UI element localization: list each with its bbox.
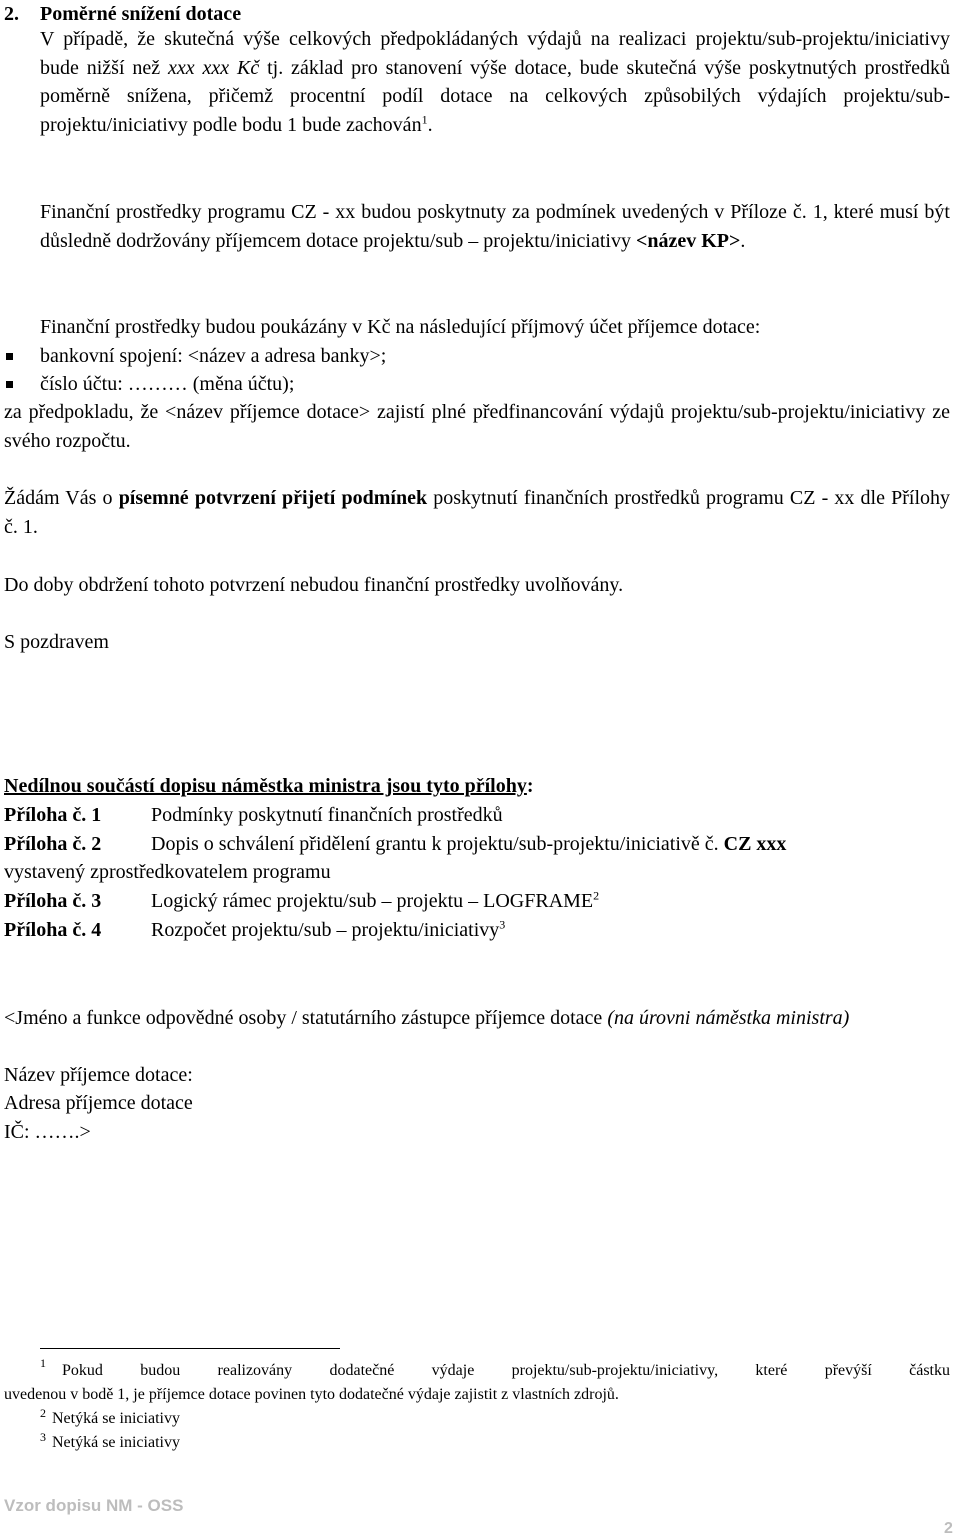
attachments-heading-text: Nedílnou součástí dopisu náměstka ministra jsou tyto přílohy (4, 775, 527, 797)
attachment-text-cont: vystavený zprostředkovatelem programu (4, 861, 331, 883)
footnote-ref-3[interactable]: 3 (499, 917, 506, 932)
footnote-number: 1 (40, 1356, 46, 1370)
confirmation-request-paragraph (4, 484, 950, 541)
footnote-text: Netýká se iniciativy (52, 1410, 180, 1427)
greeting: S pozdravem (4, 631, 109, 653)
para4-bold: písemné potvrzení přijetí podmínek (118, 487, 428, 509)
funding-conditions-paragraph (40, 198, 950, 255)
payment-outro: za předpokladu, že <název příjemce dotace> zajistí plné předfinancování výdajů projektu/sub-projektu/iniciativy ze svého rozpočtu. (4, 401, 950, 452)
attachment-label: Příloha č. 3 (4, 890, 102, 912)
attachment-label: Příloha č. 1 (4, 804, 102, 826)
section-number: 2. (4, 3, 19, 25)
attachment-text (151, 830, 786, 858)
footnote-text: Netýká se iniciativy (52, 1434, 180, 1451)
recipient-name-line: Název příjemce dotace: (4, 1064, 193, 1086)
attachment-label: Příloha č. 4 (4, 919, 102, 941)
attachment-text: Podmínky poskytnutí finančních prostředků (151, 804, 503, 826)
bullet-item (0, 342, 960, 370)
attachment-label: Příloha č. 2 (4, 833, 102, 855)
attachment-text-main: Rozpočet projektu/sub – projektu/iniciativy (151, 919, 500, 941)
para1-text-a: V případě, že skutečná výše celkových předpokládaných výdajů na realizaci projektu/sub-projektu/iniciativy bude nižší než (40, 28, 950, 79)
attachment-text-main: Dopis o schválení přidělení grantu k projektu/sub-projektu/iniciativě č. (151, 833, 724, 855)
para4-text-b: poskytnutí finančních prostředků programu CZ - xx dle Přílohy č. 1. (4, 487, 950, 538)
footnote-text-cont: uvedenou v bodě 1, je příjemce dotace povinen tyto dodatečné výdaje zajistit z vlastních zdrojů. (4, 1386, 619, 1403)
attachment-text-main: Logický rámec projektu/sub – projektu – LOGFRAME (151, 890, 594, 912)
release-notice: Do doby obdržení tohoto potvrzení nebudou finanční prostředky uvolňovány. (4, 574, 624, 596)
footnote-number: 3 (40, 1430, 46, 1444)
para1-italic-amount: xxx xxx Kč (168, 56, 260, 79)
footnote-text: Pokud budou realizovány dodatečné výdaje projektu/sub-projektu/iniciativy, které převýší částku (62, 1362, 950, 1379)
para4-text-a: Žádám Vás o (4, 487, 119, 509)
footnote-ref-1[interactable]: 1 (421, 112, 428, 127)
section-paragraph (40, 25, 950, 139)
para2-end: . (740, 229, 746, 252)
footnote-ref-2[interactable]: 2 (593, 888, 600, 903)
signatory-italic: (na úrovni náměstka ministra) (607, 1007, 850, 1029)
bullet-square-icon (6, 381, 13, 388)
bullet-bank-text: bankovní spojení: <název a adresa banky>; (40, 345, 387, 367)
para1-text-b: tj. základ pro stanovení výše dotace, bude skutečná výše poskytnutých prostředků poměrně snížena, přičemž procentní podíl dotace na celkových způsobilých výdajích projektu/sub-projektu/iniciativy podle bodu 1 bude zachován (40, 56, 951, 136)
attachments-heading-colon: : (526, 775, 534, 797)
bullet-item (0, 370, 960, 398)
attachment-text (151, 887, 599, 915)
para2-text: Finanční prostředky programu CZ - xx budou poskytnuty za podmínek uvedených v Příloze č. 1, které musí být důsledně dodržovány příjemcem dotace projektu/sub – projektu/iniciativy (40, 201, 950, 252)
para2-bold-kp: <název KP> (635, 229, 741, 252)
payment-intro: Finanční prostředky budou poukázány v Kč na následující příjmový účet příjemce dotace: (40, 316, 761, 338)
page-footer: Vzor dopisu NM - OSS (4, 1496, 184, 1515)
section-title: Poměrné snížení dotace (40, 3, 242, 25)
attachment-text (151, 916, 505, 944)
signatory-text: <Jméno a funkce odpovědné osoby / statutárního zástupce příjemce dotace (4, 1007, 608, 1029)
footnote-divider (40, 1348, 340, 1349)
attachment-grant-number: CZ xxx (723, 833, 787, 855)
bullet-square-icon (6, 353, 13, 360)
attachments-heading (4, 772, 534, 800)
recipient-address-line: Adresa příjemce dotace (4, 1092, 193, 1114)
page-number: 2 (944, 1520, 953, 1537)
recipient-id-line: IČ: …….> (4, 1121, 91, 1143)
para1-end: . (427, 113, 433, 136)
bullet-account-text: číslo účtu: ……… (měna účtu); (40, 373, 295, 395)
signatory-line (4, 1004, 950, 1033)
footnote-number: 2 (40, 1406, 46, 1420)
